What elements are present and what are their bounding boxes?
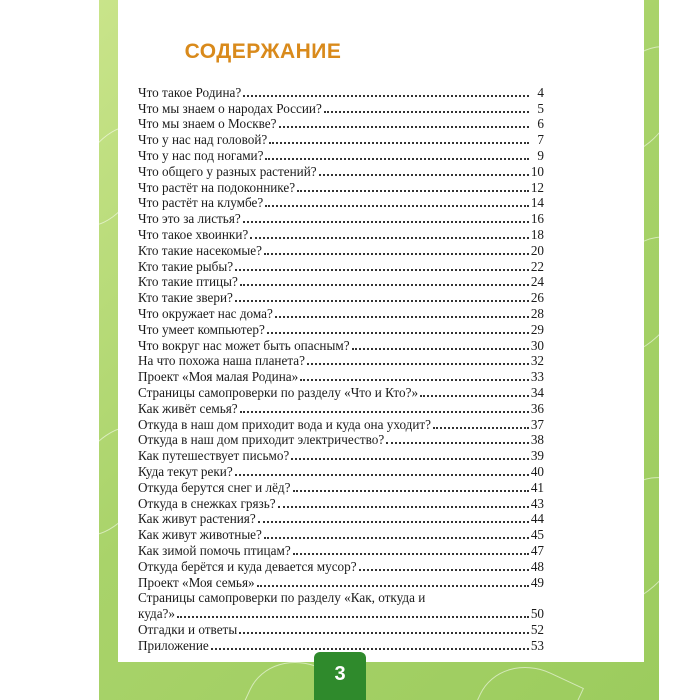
toc-entry (138, 526, 544, 542)
toc-entry-page: 39 (530, 448, 544, 464)
dot-leader (275, 315, 529, 318)
toc-entry-title: Откуда в наш дом приходит электричество? (138, 432, 385, 448)
toc-entry-title: Что растёт на подоконнике? (138, 179, 296, 195)
toc-entry-page: 28 (530, 305, 544, 321)
toc-entry-title: Что окружает нас дома? (138, 305, 273, 321)
toc-entry (138, 274, 544, 290)
dot-leader (265, 157, 529, 160)
toc-entry (138, 384, 544, 400)
toc-entry (138, 495, 544, 511)
toc-entry-title: Что вокруг нас может быть опасным? (138, 337, 350, 353)
toc-entry-title: Что такое Родина? (138, 84, 242, 100)
toc-entry-title: Кто такие рыбы? (138, 258, 234, 274)
toc-entry-page: 24 (530, 274, 544, 290)
dot-leader (177, 615, 529, 618)
toc-entry-title: Что умеет компьютер? (138, 321, 265, 337)
dot-leader (235, 473, 529, 476)
toc-entry (138, 131, 544, 147)
toc-entry-title: Откуда берётся и куда девается мусор? (138, 558, 357, 574)
toc-entry-page: 34 (530, 384, 544, 400)
toc-entry-title: Откуда в наш дом приходит вода и куда она уходит? (138, 416, 432, 432)
toc-entry-title: Что такое хвоинки? (138, 226, 249, 242)
toc-entry (138, 305, 544, 321)
dot-leader (386, 441, 529, 444)
dot-leader (300, 378, 529, 381)
toc-entry (138, 226, 544, 242)
toc-entry-page: 16 (530, 211, 544, 227)
toc-entry-page: 48 (530, 558, 544, 574)
toc-entry (138, 321, 544, 337)
toc-entry (138, 195, 544, 211)
dot-leader (269, 141, 529, 144)
dot-leader (265, 204, 529, 207)
toc-entry-page: 10 (530, 163, 544, 179)
toc-entry (138, 479, 544, 495)
toc-entry (138, 210, 544, 226)
toc-entry-page: 53 (530, 637, 544, 653)
dot-leader (239, 631, 529, 634)
toc-entry-title: Кто такие насекомые? (138, 242, 262, 258)
toc-entry-page: 14 (530, 195, 544, 211)
dot-leader (258, 520, 529, 523)
toc-entry-title: Что общего у разных растений? (138, 163, 317, 179)
toc-entry (138, 179, 544, 195)
toc-entry-page: 9 (537, 147, 544, 163)
toc-entry-page: 40 (530, 463, 544, 479)
toc-entry-page: 44 (530, 511, 544, 527)
toc-entry-title: Куда текут реки? (138, 463, 233, 479)
toc-entry-title: Как живут животные? (138, 527, 262, 543)
toc-entry-page: 49 (530, 574, 544, 590)
toc-entry-title: Откуда в снежках грязь? (138, 495, 276, 511)
dot-leader (307, 362, 529, 365)
toc-entry-title: Кто такие птицы? (138, 274, 238, 290)
toc-entry-title: Как путешествует письмо? (138, 448, 290, 464)
toc-entry-page: 18 (530, 226, 544, 242)
toc-entry (138, 605, 544, 621)
toc-entry-title: Что это за листья? (138, 211, 241, 227)
toc-entry (138, 242, 544, 258)
toc-entry-page: 22 (530, 258, 544, 274)
toc-entry-title: Проект «Моя семья» (138, 574, 255, 590)
toc-entry-page: 43 (530, 495, 544, 511)
toc-entry-title: Что у нас над головой? (138, 132, 268, 148)
toc-entry (138, 542, 544, 558)
dot-leader (211, 647, 529, 650)
toc-entry (138, 447, 544, 463)
toc-entry-title: Как зимой помочь птицам? (138, 542, 291, 558)
toc-entry (138, 574, 544, 590)
toc-entry-title: Как живут растения? (138, 511, 256, 527)
toc-entry-page: 20 (530, 242, 544, 258)
toc-entry (138, 511, 544, 527)
toc-entry-title: Как живёт семья? (138, 400, 238, 416)
dot-leader (243, 94, 529, 97)
toc-entry-page: 26 (530, 290, 544, 306)
toc-entry (138, 463, 544, 479)
toc-entry-page: 6 (537, 116, 544, 132)
toc-entry-title: куда?» (138, 606, 175, 622)
toc-entry-page: 38 (530, 432, 544, 448)
dot-leader (235, 268, 529, 271)
page-number-badge: 3 (314, 652, 366, 700)
toc-entry-page: 32 (530, 353, 544, 369)
toc-entry (138, 621, 544, 637)
dot-leader (352, 347, 529, 350)
page-title: СОДЕРЖАНИЕ (184, 40, 342, 63)
table-of-contents (138, 84, 544, 653)
dot-leader (240, 410, 529, 413)
toc-entry-page: 50 (530, 606, 544, 622)
toc-entry-title: Откуда берутся снег и лёд? (138, 479, 291, 495)
toc-entry-page: 52 (530, 621, 544, 637)
dot-leader (291, 457, 529, 460)
toc-entry-title: Отгадки и ответы (138, 621, 238, 637)
toc-entry (138, 84, 544, 100)
toc-entry (138, 353, 544, 369)
toc-entry (138, 368, 544, 384)
dot-leader (278, 505, 529, 508)
toc-entry-title: Что мы знаем о Москве? (138, 116, 277, 132)
toc-entry-page: 4 (537, 84, 544, 100)
dot-leader (240, 283, 529, 286)
toc-entry-title: Страницы самопроверки по разделу «Как, откуда и (138, 590, 426, 606)
toc-entry-title: Что растёт на клумбе? (138, 195, 264, 211)
dot-leader (293, 552, 529, 555)
dot-leader (250, 236, 529, 239)
dot-leader (264, 252, 529, 255)
toc-entry (138, 147, 544, 163)
toc-entry-page: 41 (530, 479, 544, 495)
toc-entry (138, 432, 544, 448)
toc-entry (138, 416, 544, 432)
toc-entry (138, 289, 544, 305)
toc-entry-title: Что мы знаем о народах России? (138, 100, 322, 116)
toc-entry-title: Приложение (138, 637, 209, 653)
toc-entry-title: Кто такие звери? (138, 290, 233, 306)
toc-entry-title: Что у нас под ногами? (138, 147, 264, 163)
toc-entry-page: 7 (537, 132, 544, 148)
toc-entry-page: 36 (530, 400, 544, 416)
toc-entry (138, 637, 544, 653)
toc-entry-page: 12 (530, 179, 544, 195)
dot-leader (267, 331, 529, 334)
dot-leader (235, 299, 529, 302)
dot-leader (243, 220, 529, 223)
dot-leader (293, 489, 530, 492)
toc-entry-title: Страницы самопроверки по разделу «Что и Кто?» (138, 384, 419, 400)
dot-leader (279, 125, 530, 128)
toc-entry (138, 558, 544, 574)
dot-leader (433, 426, 529, 429)
toc-entry (138, 116, 544, 132)
toc-entry (138, 100, 544, 116)
toc-entry-page: 47 (530, 542, 544, 558)
dot-leader (319, 173, 529, 176)
toc-entry-page: 30 (530, 337, 544, 353)
toc-entry (138, 337, 544, 353)
toc-entry-page: 29 (530, 321, 544, 337)
toc-entry (138, 163, 544, 179)
dot-leader (297, 189, 529, 192)
toc-entry-page: 5 (537, 100, 544, 116)
toc-entry (138, 400, 544, 416)
toc-entry-page: 37 (530, 416, 544, 432)
toc-entry (138, 590, 544, 606)
dot-leader (420, 394, 529, 397)
toc-entry-page: 45 (530, 527, 544, 543)
dot-leader (359, 568, 529, 571)
toc-entry-title: Проект «Моя малая Родина» (138, 369, 299, 385)
dot-leader (257, 584, 529, 587)
toc-entry-page: 33 (530, 369, 544, 385)
dot-leader (324, 110, 529, 113)
toc-entry (138, 258, 544, 274)
toc-entry-title: На что похожа наша планета? (138, 353, 305, 369)
dot-leader (264, 536, 529, 539)
